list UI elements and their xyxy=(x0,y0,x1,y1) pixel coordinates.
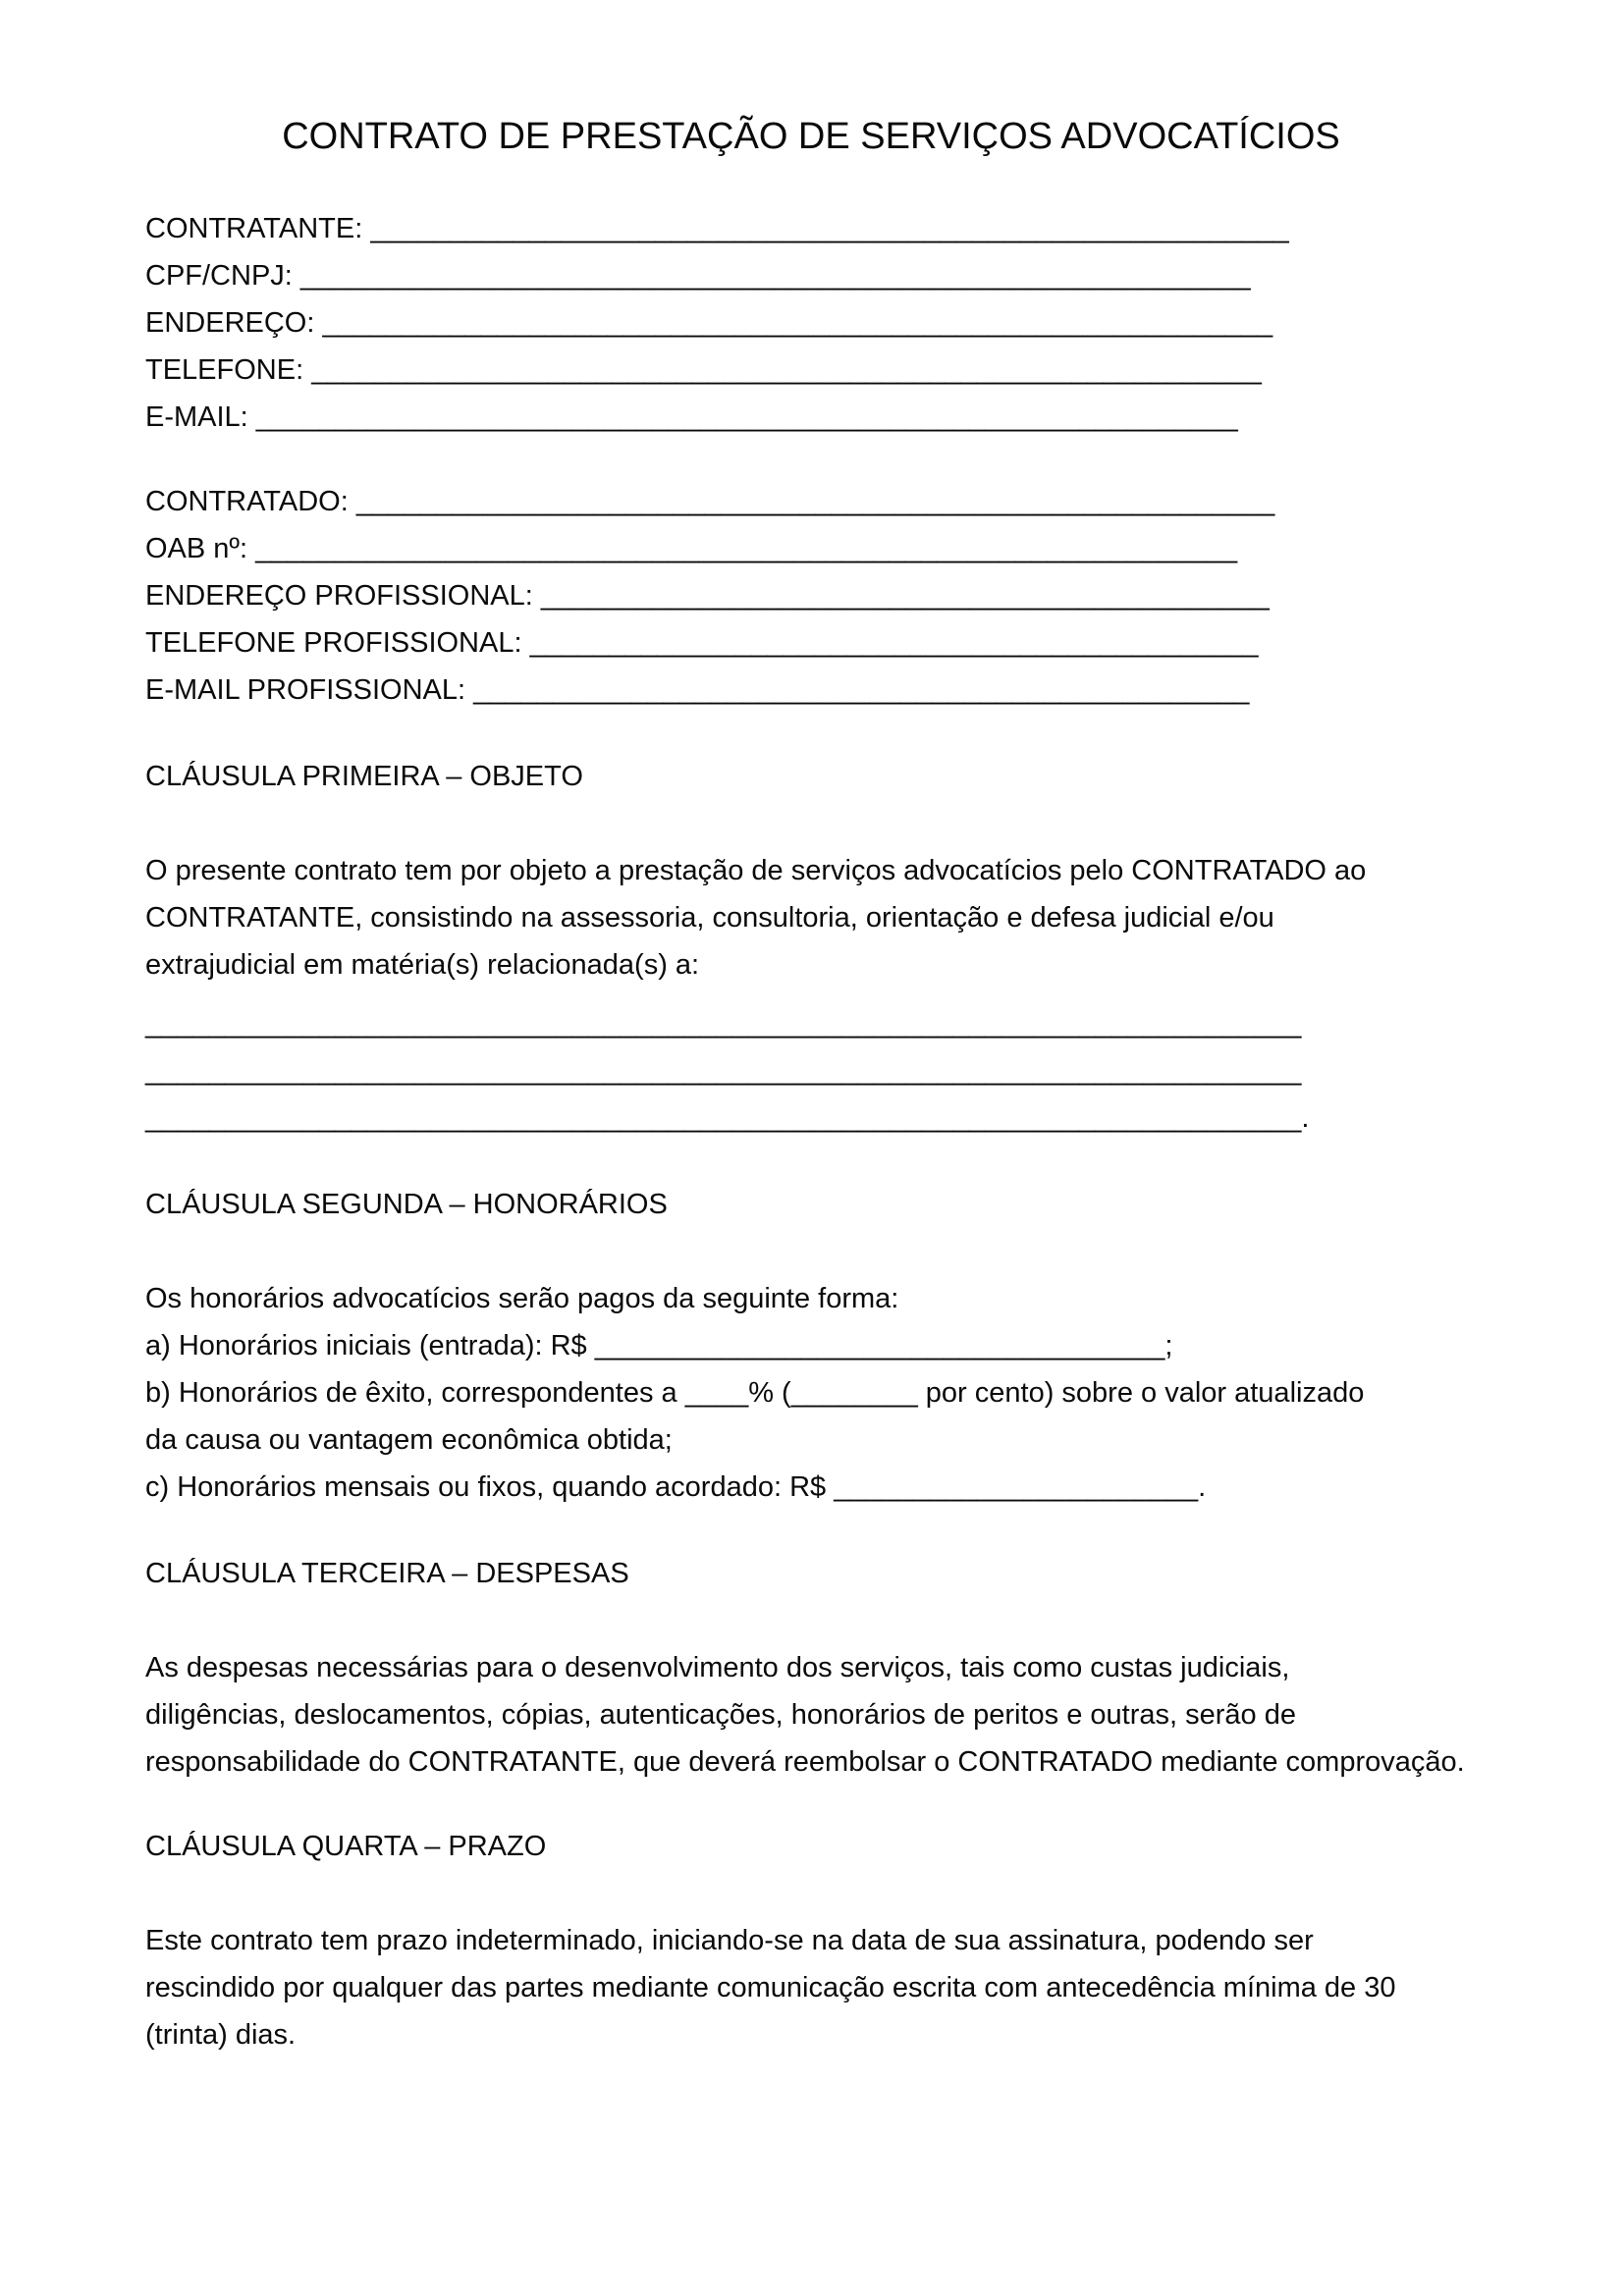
field-label: E-MAIL PROFISSIONAL: xyxy=(145,674,466,706)
field-underline: ______________________________________________ xyxy=(521,627,1259,659)
field-label: OAB nº: xyxy=(145,533,248,564)
field-underline: __________________________________________________________ xyxy=(362,213,1289,244)
blank-fill-line: _________________________________________________________________________ xyxy=(145,1055,1302,1087)
blank-fill-line: _________________________________________________________________________. xyxy=(145,1102,1310,1134)
honorarios-item-a: a) Honorários iniciais (entrada): R$ ____________________________________; xyxy=(145,1330,1173,1362)
field-label: TELEFONE: xyxy=(145,354,304,386)
field-label: CPF/CNPJ: xyxy=(145,260,293,292)
paragraph-line: CONTRATANTE, consistindo na assessoria, consultoria, orientação e defesa judicial e/ou xyxy=(145,902,1274,934)
clause-terceira-paragraph xyxy=(145,1644,1477,1786)
field-label: CONTRATANTE: xyxy=(145,213,363,244)
honorarios-intro: Os honorários advocatícios serão pagos da seguinte forma: xyxy=(145,1283,899,1314)
contratante-endereco-field xyxy=(145,299,1477,347)
contratado-email-profissional-field xyxy=(145,667,1477,714)
paragraph-line: diligências, deslocamentos, cópias, autenticações, honorários de peritos e outras, serão de xyxy=(145,1699,1296,1731)
clause-quarta-heading: CLÁUSULA QUARTA – PRAZO xyxy=(145,1831,547,1862)
field-underline: __________________________________________________________ xyxy=(348,486,1275,517)
field-underline: ______________________________________________________________ xyxy=(247,533,1238,564)
contratante-section xyxy=(145,205,1477,441)
paragraph-line: As despesas necessárias para o desenvolvimento dos serviços, tais como custas judiciais, xyxy=(145,1652,1290,1683)
honorarios-item-b-line2: da causa ou vantagem econômica obtida; xyxy=(145,1424,673,1456)
contratante-email-field xyxy=(145,394,1477,441)
paragraph-line: Este contrato tem prazo indeterminado, iniciando-se na data de sua assinatura, podendo ser xyxy=(145,1925,1314,1956)
blank-fill-line: _________________________________________________________________________ xyxy=(145,1008,1302,1040)
contratado-endereco-profissional-field xyxy=(145,572,1477,619)
contratante-name-field xyxy=(145,205,1477,252)
page-title: CONTRATO DE PRESTAÇÃO DE SERVIÇOS ADVOCATÍCIOS xyxy=(282,116,1340,157)
contratante-telefone-field xyxy=(145,347,1477,394)
field-label: CONTRATADO: xyxy=(145,486,349,517)
field-underline: ____________________________________________________________ xyxy=(292,260,1251,292)
contratado-oab-field xyxy=(145,525,1477,572)
clause-segunda-paragraph xyxy=(145,1275,1477,1511)
field-label: ENDEREÇO: xyxy=(145,307,315,339)
contratante-cpf-cnpj-field xyxy=(145,252,1477,299)
paragraph-line: O presente contrato tem por objeto a prestação de serviços advocatícios pelo CONTRATADO ao xyxy=(145,855,1367,886)
field-underline: _________________________________________________ xyxy=(465,674,1250,706)
paragraph-line: rescindido por qualquer das partes mediante comunicação escrita com antecedência mínima de 30 xyxy=(145,1972,1396,2003)
paragraph-line: extrajudicial em matéria(s) relacionada(s) a: xyxy=(145,949,700,981)
honorarios-item-b-line1: b) Honorários de êxito, correspondentes a ____% (________ por cento) sobre o valor atualizado xyxy=(145,1377,1365,1409)
paragraph-line: (trinta) dias. xyxy=(145,2019,297,2051)
field-label: ENDEREÇO PROFISSIONAL: xyxy=(145,580,533,612)
field-underline: ____________________________________________________________ xyxy=(303,354,1262,386)
clause-primeira-blank-lines xyxy=(145,1000,1477,1142)
honorarios-item-c: c) Honorários mensais ou fixos, quando acordado: R$ _______________________. xyxy=(145,1471,1207,1503)
contratado-telefone-profissional-field xyxy=(145,619,1477,667)
clause-primeira-paragraph xyxy=(145,847,1477,988)
clause-segunda-heading: CLÁUSULA SEGUNDA – HONORÁRIOS xyxy=(145,1189,668,1220)
clause-quarta-paragraph xyxy=(145,1917,1477,2058)
field-label: E-MAIL: xyxy=(145,401,248,433)
clause-primeira-heading: CLÁUSULA PRIMEIRA – OBJETO xyxy=(145,761,583,792)
paragraph-line: responsabilidade do CONTRATANTE, que deverá reembolsar o CONTRATADO mediante comprovação. xyxy=(145,1746,1465,1778)
field-underline: ______________________________________________ xyxy=(532,580,1270,612)
field-label: TELEFONE PROFISSIONAL: xyxy=(145,627,522,659)
field-underline: ______________________________________________________________ xyxy=(247,401,1238,433)
contratado-section xyxy=(145,478,1477,714)
clause-terceira-heading: CLÁUSULA TERCEIRA – DESPESAS xyxy=(145,1558,629,1589)
field-underline: ____________________________________________________________ xyxy=(314,307,1273,339)
contratado-name-field xyxy=(145,478,1477,525)
